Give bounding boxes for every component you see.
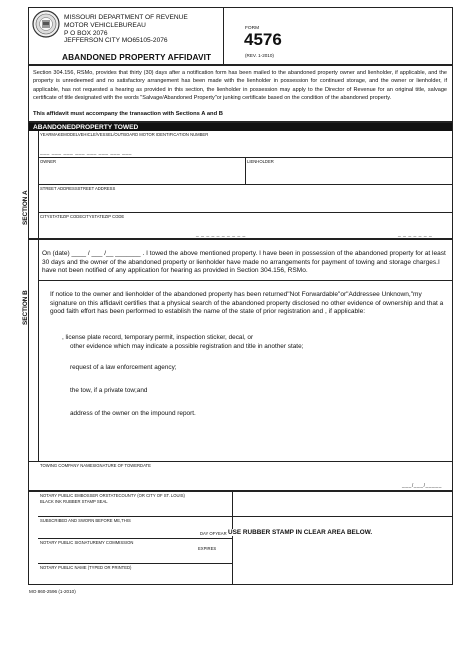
section-a-frame	[28, 122, 453, 239]
agency-line: MISSOURI DEPARTMENT OF REVENUE	[64, 14, 188, 21]
form-number: 4576	[244, 30, 282, 49]
search-item: the tow, if a private tow;and	[70, 387, 148, 394]
intro-paragraph: Section 304.156, RSMo, provides that thirty (30) days after a notification form has been mailed to the abandoned property owner and lienholder, if applicable, and the property is unredeemed and no satisfactory arrangement has been made with the lienholder in possession for continued storage, and the owner or lienholder, if applicable, has not requested a hearing as provided in this section, the lienholder in possession may apply to the Director of Revenue for an original title, salvage certificate of title designated with the words "Salvage/Abandoned Property"or junking certificate based on the condition of the abandoned property.	[33, 70, 447, 101]
notice-paragraph: If notice to the owner and lienholder of the abandoned property has been returned"Not Forwardable"or"Addressee Unknown,"my signature on this affidavit certifies that a physical search of the abandoned property disclosed no other evidence of ownership and that a good faith effort has been performed to establish the name of the state of prior registration and , if applicable:	[50, 291, 444, 316]
agency-line: P O BOX 2076	[64, 29, 108, 37]
section-b-side-divider	[38, 239, 39, 461]
seal-label: NOTARY PUBLIC EMBOSSER ORSTATECOUNTY (OR CITY OF ST. LOUIS)	[40, 493, 185, 498]
notary-rule	[38, 516, 453, 517]
section-a-side-label: SECTION A	[22, 190, 29, 225]
form-revision: (REV. 1-2010)	[245, 53, 274, 58]
section-b-rule	[38, 280, 453, 281]
address-label: STREET ADDRESSSTREET ADDRESS	[40, 186, 116, 191]
search-item: other evidence which may indicate a possible registration and title in another state;	[70, 343, 304, 350]
section-a-rule	[38, 184, 453, 185]
notary-signature-label: NOTARY PUBLIC SIGNATUREMY COMMISSION	[40, 540, 134, 545]
search-item: , license plate record, temporary permit, inspection sticker, decal, or	[62, 334, 254, 341]
owner-lien-divider	[245, 157, 246, 184]
zip-blanks-1: _ _ _ _ _ _ _ _ _ _	[196, 232, 246, 238]
city-label: CITYSTATEZIP CODECITYSTATEZIP CODE	[40, 214, 125, 219]
notary-rule	[38, 563, 232, 564]
day-of-label: DAY OFYEAR	[200, 531, 227, 536]
notary-name-label: NOTARY PUBLIC NAME (TYPED OR PRINTED)	[40, 565, 132, 570]
stamp-note: USE RUBBER STAMP IN CLEAR AREA BELOW.	[228, 529, 373, 536]
agency-block	[64, 14, 188, 45]
section-a-side-divider	[38, 131, 39, 239]
header-divider	[223, 7, 224, 65]
agency-line: JEFFERSON CITY MO65105-2076	[64, 37, 168, 45]
seal-label-2: BLACK INK RUBBER STAMP SEAL	[40, 499, 108, 504]
agency-line: MOTOR VEHICLEBUREAU	[64, 21, 146, 29]
notary-divider	[232, 491, 233, 585]
signature-label: TOWING COMPANY NAMESIGNATURE OF TOWERDATE	[40, 463, 151, 468]
search-item: request of a law enforcement agency;	[70, 364, 177, 371]
expires-label: EXPIRES	[198, 546, 217, 551]
form-label: FORM	[245, 26, 260, 31]
intro-bold-note: This affidavit must accompany the transaction with Sections A and B	[33, 111, 223, 117]
vehicle-id-label: YEARMAKEMODELVEHICLE/VESSEL/OUTBOARD MOTOR IDENTIFICATION NUMBER	[40, 132, 209, 137]
form-title: ABANDONED PROPERTY AFFIDAVIT	[62, 52, 212, 62]
zip-blanks-2: _ _ _ _ _ _ _	[398, 232, 433, 238]
subscribed-label: SUBSCRIBED AND SWORN BEFORE ME,THIS	[40, 518, 131, 523]
notary-rule	[38, 538, 232, 539]
search-item: address of the owner on the impound report.	[70, 410, 196, 417]
lienholder-label: LIENHOLDER	[247, 159, 274, 164]
section-b-side-label: SECTION B	[22, 290, 29, 325]
vehicle-id-blanks: ___ ___ ___ ___ ___ ___ ___ ___	[40, 150, 132, 156]
section-a-rule	[38, 212, 453, 213]
date-blank: ___/___/_____	[402, 483, 442, 489]
towed-paragraph: On (date) ____ / ___ /__ _______ . I towed the above mentioned property. I have been in possession of the abandoned property for at least 30 days and the owner of the abandoned property or lienholder have made no arrangements for payment of towing and storage charges.I have not been notified of any application for hearing as provided in Section 304.156, RSMo.	[42, 250, 446, 275]
section-b-rule	[28, 461, 453, 462]
form-code: MO 860-2596 (1-2010)	[29, 589, 76, 594]
state-seal	[32, 10, 60, 38]
section-a-title: ABANDONEDPROPERTY TOWED	[33, 123, 139, 131]
owner-label: OWNER	[40, 159, 57, 164]
